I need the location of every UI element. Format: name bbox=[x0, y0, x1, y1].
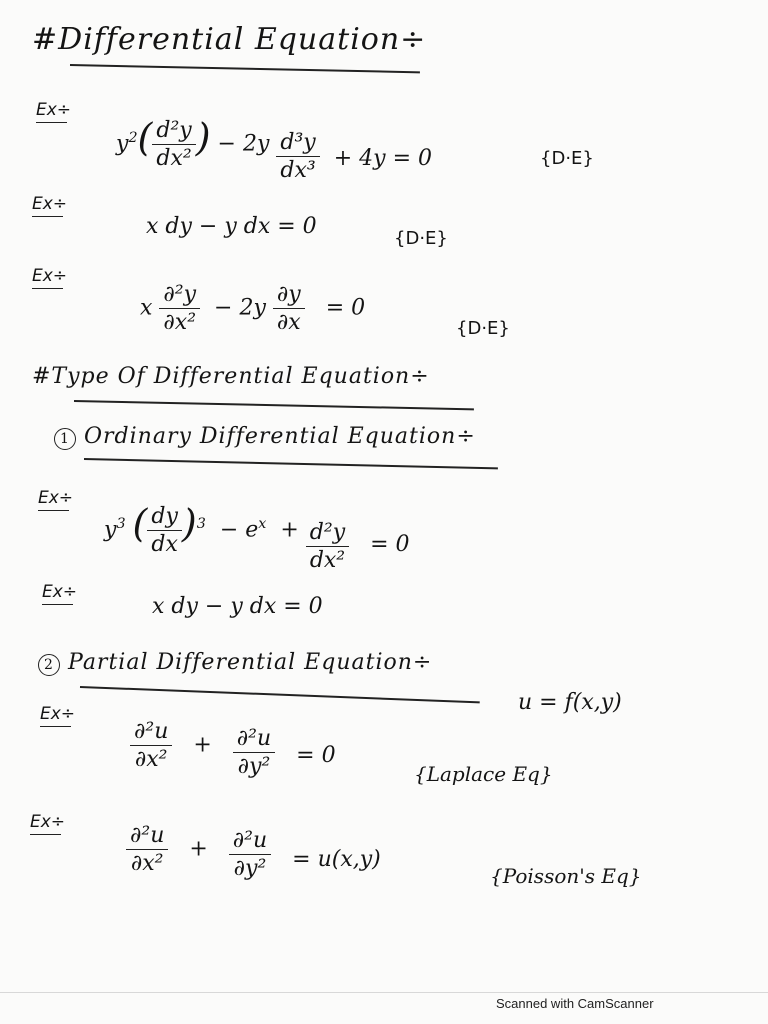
section-title: Ordinary Differential Equation÷ bbox=[84, 424, 476, 449]
section-underline bbox=[84, 458, 498, 469]
example-label: Ex÷ bbox=[40, 704, 76, 724]
eq4-fraction-1: $\frac{dy}{dx}$ bbox=[147, 504, 182, 557]
number-circle: 2 bbox=[38, 654, 60, 676]
eq3-fraction-1: $\frac{\text{∂²y}}{\text{∂x²}}$ bbox=[159, 282, 200, 335]
equation-5: x dy − y dx = 0 bbox=[152, 594, 323, 619]
equation-4: $y^3$ ( $\frac{dy}{dx}$ )$^3 - e^x$ + $\frac{\text{d²y}}{\text{dx²}}$ = 0 bbox=[104, 501, 410, 573]
eq1-term: + 4y = 0 bbox=[333, 145, 433, 171]
section-underline bbox=[80, 686, 480, 703]
example-label: Ex÷ bbox=[38, 488, 74, 508]
de-tag: {D·E} bbox=[456, 318, 510, 339]
title-underline bbox=[70, 64, 420, 73]
heading-underline bbox=[74, 400, 474, 410]
equation-6: $\frac{\text{∂²u}}{\text{∂x²}}$ + $\frac{\text{∂²u}}{\text{∂y²}}$ = 0 bbox=[130, 712, 336, 779]
section-partial bbox=[38, 650, 432, 676]
eq3-fraction-2: $\frac{\partial y}{\partial x}$ bbox=[273, 282, 305, 335]
eq6-fraction-2: $\frac{\text{∂²u}}{\text{∂y²}}$ bbox=[233, 726, 275, 779]
function-note: u = f(x,y) bbox=[518, 690, 622, 715]
equation-3: x $\frac{\text{∂²y}}{\text{∂x²}}$ − 2y $\frac{\partial y}{\partial x}$ = 0 bbox=[140, 282, 366, 335]
scan-footer-divider bbox=[0, 992, 768, 993]
section-heading: #Type Of Differential Equation÷ bbox=[32, 364, 430, 389]
eq1-term: y bbox=[116, 131, 129, 157]
de-tag: {D·E} bbox=[394, 228, 448, 249]
equation-1: $y^2$( $\frac{\text{d²y}}{\text{dx²}}$ ) − 2y $\frac{\text{d³y}}{\text{dx³}}$ + 4y = 0 bbox=[116, 115, 433, 183]
eq1-fraction-2: $\frac{\text{d³y}}{\text{dx³}}$ bbox=[276, 130, 319, 183]
laplace-tag: {Laplace Eq} bbox=[414, 762, 553, 786]
section-title: Partial Differential Equation÷ bbox=[68, 650, 433, 675]
poisson-tag: {Poisson's Eq} bbox=[490, 864, 642, 888]
equation-7: $\frac{\text{∂²u}}{\text{∂x²}}$ + $\frac{\text{∂²u}}{\text{∂y²}}$ = u(x,y) bbox=[126, 818, 381, 881]
example-label: Ex÷ bbox=[30, 812, 66, 832]
eq7-fraction-1: $\frac{\text{∂²u}}{\text{∂x²}}$ bbox=[126, 823, 168, 876]
scanner-watermark: Scanned with CamScanner bbox=[496, 996, 654, 1011]
eq1-term: − 2y bbox=[217, 131, 270, 157]
equation-2: x dy − y dx = 0 bbox=[146, 214, 317, 239]
eq4-fraction-2: $\frac{\text{d²y}}{\text{dx²}}$ bbox=[306, 520, 349, 573]
eq1-fraction-1: $\frac{\text{d²y}}{\text{dx²}}$ bbox=[152, 118, 195, 171]
section-ordinary bbox=[54, 424, 476, 450]
example-label: Ex÷ bbox=[42, 582, 78, 602]
number-circle: 1 bbox=[54, 428, 76, 450]
example-label: Ex÷ bbox=[32, 266, 68, 286]
eq1-exp: 2 bbox=[128, 130, 138, 147]
de-tag: {D·E} bbox=[540, 148, 594, 169]
example-label: Ex÷ bbox=[36, 100, 72, 120]
eq6-fraction-1: $\frac{\text{∂²u}}{\text{∂x²}}$ bbox=[130, 719, 172, 772]
example-label: Ex÷ bbox=[32, 194, 68, 214]
page-title: #Differential Equation÷ bbox=[32, 22, 427, 57]
eq7-fraction-2: $\frac{\text{∂²u}}{\text{∂y²}}$ bbox=[229, 828, 271, 881]
